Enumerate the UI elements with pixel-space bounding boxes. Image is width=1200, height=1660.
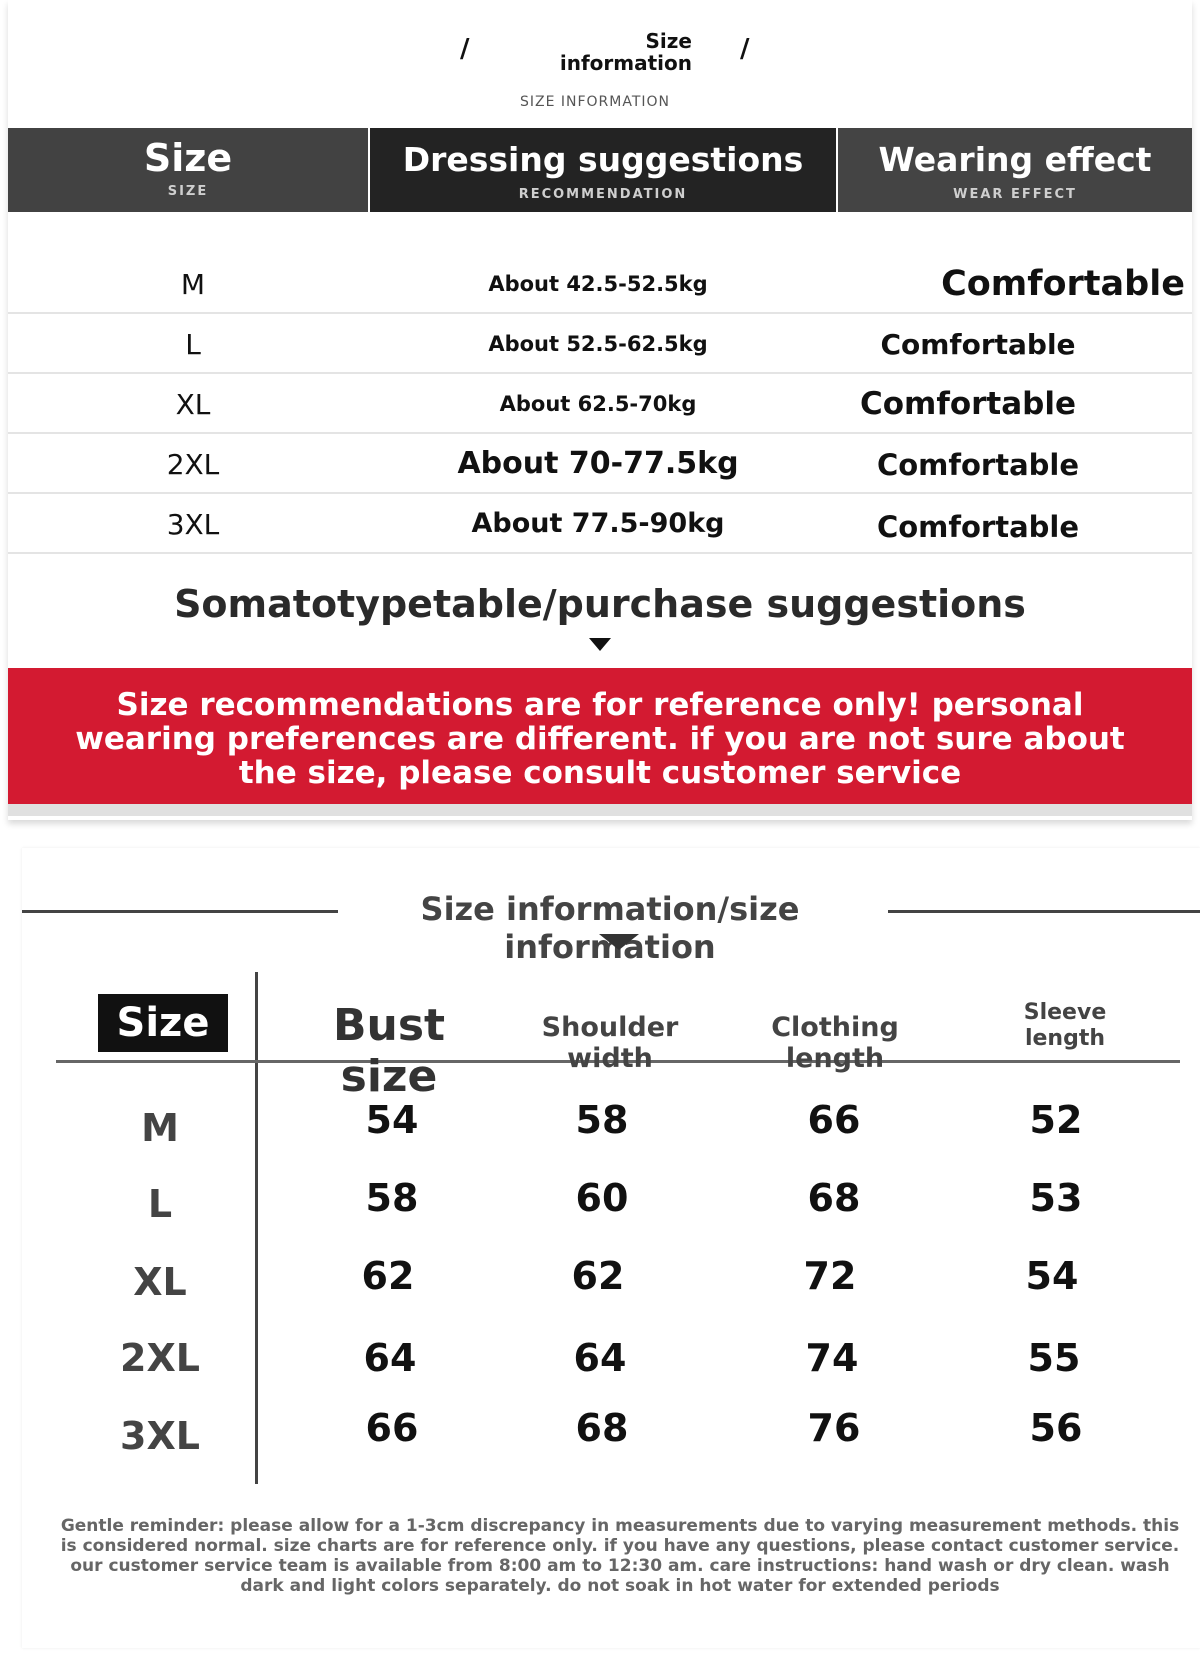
row-weight: About 77.5-90kg: [471, 508, 725, 539]
table-row: [8, 494, 1192, 554]
table-row: [8, 374, 1192, 434]
column-shoulder: Shoulder width: [541, 1012, 679, 1074]
size-notice-banner: Size recommendations are for reference only! personal wearing preferences are different. if you are not sure about the size, please consult customer service: [8, 668, 1192, 804]
row-effect: Comfortable: [941, 264, 1185, 304]
row-weight: About 42.5-52.5kg: [488, 272, 708, 296]
measure-sleeve: 52: [1029, 1098, 1083, 1142]
header-dressing-sub: RECOMMENDATION: [518, 187, 688, 202]
row-weight: About 52.5-62.5kg: [488, 332, 708, 356]
measure-bust: 66: [365, 1406, 419, 1450]
table-vertical-divider: [255, 972, 258, 1484]
arrow-down-icon: [589, 638, 611, 651]
header-dressing: [370, 128, 836, 212]
measure-row-size: L: [147, 1182, 173, 1226]
measure-sleeve: 56: [1029, 1406, 1083, 1450]
measure-bust: 62: [361, 1254, 415, 1298]
header-wearing-sub: WEAR EFFECT: [953, 187, 1077, 202]
measure-length: 76: [807, 1406, 861, 1450]
section-divider-left: [22, 910, 338, 913]
row-effect: Comfortable: [880, 328, 1076, 361]
title-slash-right: /: [740, 34, 750, 64]
measure-shoulder: 64: [573, 1336, 627, 1380]
measure-length: 66: [807, 1098, 861, 1142]
page-subtitle: SIZE INFORMATION: [519, 94, 671, 110]
column-bust: Bust size: [332, 1000, 446, 1102]
row-effect: Comfortable: [876, 448, 1080, 482]
header-size-sub: SIZE: [167, 184, 209, 199]
measure-bust: 58: [365, 1176, 419, 1220]
measure-row-size: 3XL: [120, 1414, 200, 1458]
measure-shoulder: 62: [571, 1254, 625, 1298]
row-weight: About 62.5-70kg: [499, 392, 697, 416]
column-clothing-length: Clothing length: [771, 1012, 899, 1074]
row-size: XL: [175, 388, 211, 421]
row-size: M: [180, 268, 206, 301]
measure-sleeve: 53: [1029, 1176, 1083, 1220]
measure-row-size: M: [141, 1106, 179, 1150]
measure-row-size: 2XL: [120, 1336, 200, 1380]
size-column-badge: Size: [98, 994, 228, 1052]
row-effect: Comfortable: [876, 510, 1080, 544]
row-size: 2XL: [166, 448, 220, 481]
measure-sleeve: 54: [1025, 1254, 1079, 1298]
measure-length: 74: [805, 1336, 859, 1380]
row-size: L: [185, 328, 201, 361]
table-row: [8, 434, 1192, 494]
row-weight: About 70-77.5kg: [457, 446, 739, 481]
header-size-title: Size: [143, 136, 233, 180]
page-title: Size information: [559, 29, 692, 75]
row-size: 3XL: [166, 508, 220, 541]
section-divider-right: [888, 910, 1200, 913]
measure-bust: 54: [365, 1098, 419, 1142]
row-effect: Comfortable: [859, 386, 1076, 422]
column-sleeve: Sleeve length: [1023, 1000, 1107, 1051]
measure-shoulder: 60: [575, 1176, 629, 1220]
size-information-header: [0, 14, 1200, 114]
header-size: [8, 128, 368, 212]
table-row: [8, 314, 1192, 374]
title-slash-left: /: [460, 34, 470, 64]
header-wearing: [838, 128, 1192, 212]
table-row: [8, 254, 1192, 314]
measure-length: 72: [803, 1254, 857, 1298]
gentle-reminder-text: Gentle reminder: please allow for a 1-3cm discrepancy in measurements due to varying measurement methods. this is considered normal. size charts are for reference only. if you have any questions, please contact customer service. our customer service team is available from 8:00 am to 12:30 am. care instructions: hand wash or dry clean. wash dark and light colors separately. do not soak in hot water for extended periods: [60, 1516, 1180, 1596]
measure-sleeve: 55: [1027, 1336, 1081, 1380]
measure-bust: 64: [363, 1336, 417, 1380]
measure-length: 68: [807, 1176, 861, 1220]
somatotype-title: Somatotypetable/purchase suggestions: [174, 582, 1026, 626]
arrow-down-icon: [599, 934, 639, 950]
measure-row-size: XL: [133, 1260, 187, 1304]
header-dressing-title: Dressing suggestions: [402, 140, 804, 179]
measure-shoulder: 68: [575, 1406, 629, 1450]
banner-shadow-strip: [8, 804, 1192, 816]
header-wearing-title: Wearing effect: [878, 140, 1152, 179]
measurement-section-title: Size information/size information: [420, 890, 800, 966]
measure-shoulder: 58: [575, 1098, 629, 1142]
